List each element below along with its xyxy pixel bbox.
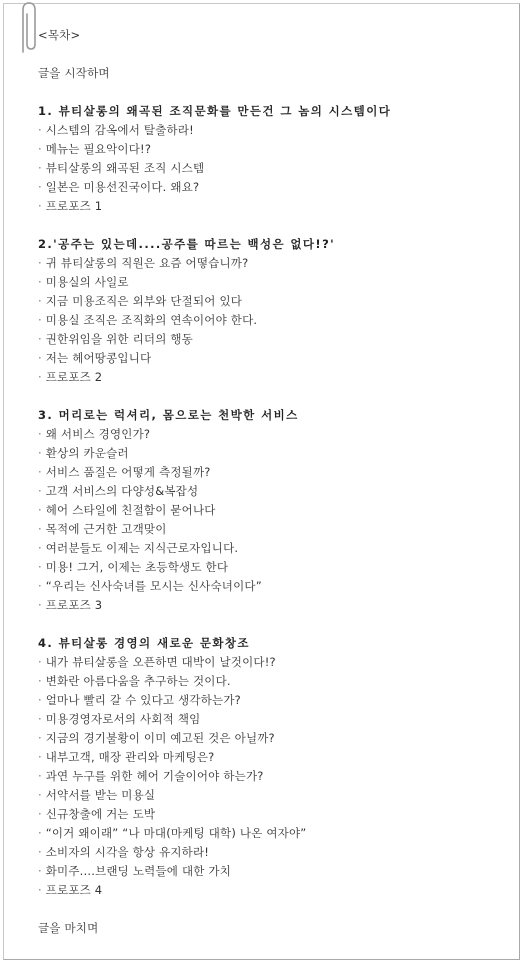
toc-item: · 미용경영자로서의 사회적 책임: [38, 710, 508, 729]
section-heading: 1. 뷰티살롱의 왜곡된 조직문화를 만든건 그 놈의 시스템이다: [38, 104, 392, 118]
toc-item: · 서약서를 받는 미용실: [38, 786, 508, 805]
toc-item: · 과연 누구를 위한 헤어 기술이어야 하는가?: [38, 767, 508, 786]
paperclip-icon: [17, 0, 39, 58]
toc-title: <목차>: [38, 28, 81, 42]
toc-item: · 지금 미용조직은 외부와 단절되어 있다: [38, 292, 508, 311]
toc-item: · 헤어 스타일에 친절함이 묻어나다: [38, 501, 508, 520]
toc-item: · 미용실의 사일로: [38, 273, 508, 292]
section-heading: 3. 머리로는 럭셔리, 몸으로는 천박한 서비스: [38, 408, 299, 422]
toc-item: · 고객 서비스의 다양성&복잡성: [38, 482, 508, 501]
toc-item: · 목적에 근거한 고객맞이: [38, 520, 508, 539]
toc-item: · 지금의 경기불황이 이미 예고된 것은 아닐까?: [38, 729, 508, 748]
toc-item: · 프로포즈 1: [38, 197, 508, 216]
toc-item: · 왜 서비스 경영인가?: [38, 425, 508, 444]
section-heading: 4. 뷰티살롱 경영의 새로운 문화창조: [38, 636, 250, 650]
toc-item: · 권한위임을 위한 리더의 행동: [38, 330, 508, 349]
toc-item: · 환상의 카운슬러: [38, 444, 508, 463]
section-heading: 2.'공주는 있는데....공주를 따르는 백성은 없다!?': [38, 237, 336, 251]
toc-item: · 프로포즈 3: [38, 596, 508, 615]
toc-item: · 메뉴는 필요악이다!?: [38, 140, 508, 159]
toc-item: · 프로포즈 4: [38, 881, 508, 900]
toc-item: · 화미주....브랜딩 노력들에 대한 가치: [38, 862, 508, 881]
toc-item: · 변화란 아름다움을 추구하는 것이다.: [38, 672, 508, 691]
toc-item: · 얼마나 빨리 갈 수 있다고 생각하는가?: [38, 691, 508, 710]
toc-item: · “이거 왜이래” “나 마대(마케팅 대학) 나온 여자야”: [38, 824, 508, 843]
toc-item: · 서비스 품질은 어떻게 측정될까?: [38, 463, 508, 482]
table-of-contents: [38, 26, 508, 938]
toc-item: · 일본은 미용선진국이다. 왜요?: [38, 178, 508, 197]
toc-item: · “우리는 신사숙녀를 모시는 신사숙녀이다”: [38, 577, 508, 596]
toc-item: · 내부고객, 매장 관리와 마케팅은?: [38, 748, 508, 767]
toc-item: · 소비자의 시각을 항상 유지하라!: [38, 843, 508, 862]
toc-item: · 미용! 그거, 이제는 초등학생도 한다: [38, 558, 508, 577]
toc-item: · 귀 뷰티살롱의 직원은 요즘 어떻습니까?: [38, 254, 508, 273]
toc-item: · 프로포즈 2: [38, 368, 508, 387]
toc-item: · 내가 뷰티살롱을 오픈하면 대박이 날것이다!?: [38, 653, 508, 672]
toc-item: · 뷰티살롱의 왜곡된 조직 시스템: [38, 159, 508, 178]
toc-item: · 미용실 조직은 조직화의 연속이어야 한다.: [38, 311, 508, 330]
sections-container: [38, 102, 508, 919]
toc-item: · 시스템의 감옥에서 탈출하라!: [38, 121, 508, 140]
toc-item: · 여러분들도 이제는 지식근로자입니다.: [38, 539, 508, 558]
toc-item: · 저는 헤어땅콩입니다: [38, 349, 508, 368]
outro-entry: 글을 마치며: [38, 921, 99, 935]
toc-item: · 신규창출에 거는 도박: [38, 805, 508, 824]
intro-entry: 글을 시작하며: [38, 66, 110, 80]
